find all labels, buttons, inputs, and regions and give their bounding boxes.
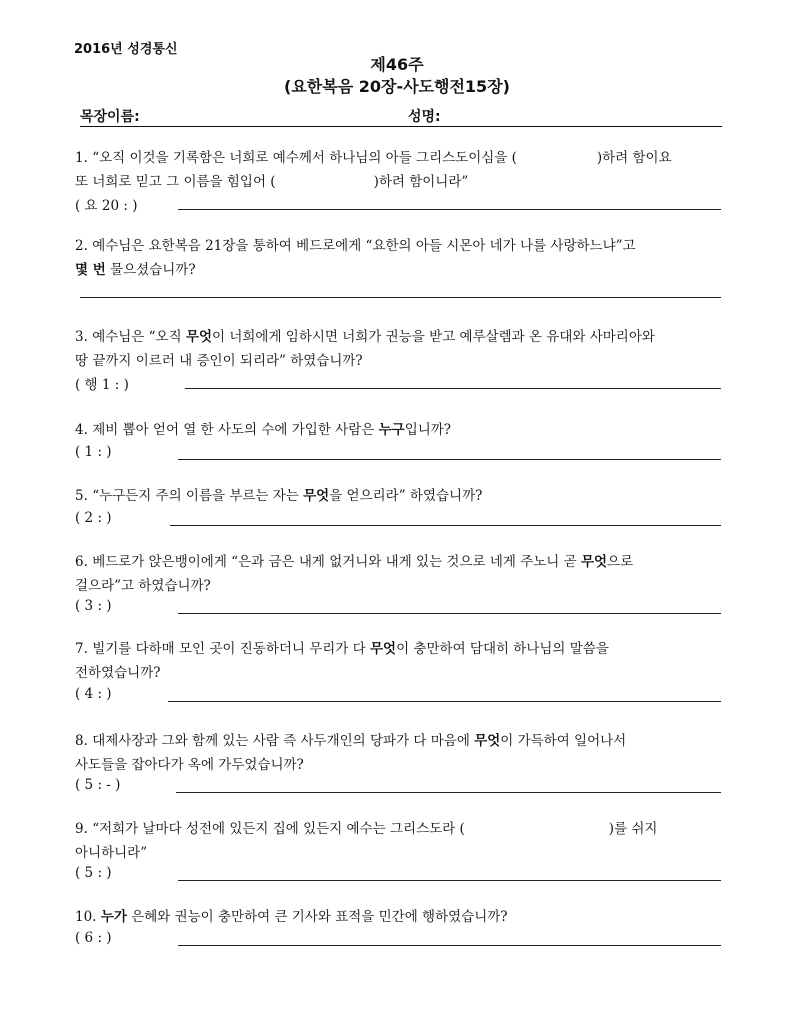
question-3 xyxy=(75,325,725,373)
question-text: 물으셨습니까? xyxy=(105,262,196,278)
answer-ref-10: ( 6 : ) xyxy=(75,930,112,946)
question-9 xyxy=(75,817,725,865)
question-text: 제비 뽑아 얻어 열 한 사도의 수에 가입한 사람은 xyxy=(92,422,379,438)
question-keyword: 무엇 xyxy=(474,733,501,749)
question-text: 이 충만하여 담대히 하나님의 말씀을 xyxy=(396,641,609,657)
question-number: 9. xyxy=(75,821,88,837)
question-number: 7. xyxy=(75,641,88,657)
question-text: )하려 함이요 xyxy=(596,150,672,166)
answer-line-7[interactable] xyxy=(168,701,721,702)
page-subtitle: (요한복음 20장-사도행전15장) xyxy=(284,77,510,96)
answer-ref-1: ( 요 20 : ) xyxy=(75,198,138,214)
question-text: 은혜와 권능이 충만하여 큰 기사와 표적을 민간에 행하였습니까? xyxy=(126,909,508,925)
question-4 xyxy=(75,418,725,442)
question-text: 을 얻으리라” 하였습니까? xyxy=(329,488,483,504)
question-text: 빌기를 다하매 모인 곳이 진동하더니 무리가 다 xyxy=(92,641,371,657)
question-keyword: 누가 xyxy=(100,909,127,925)
question-text: 대제사장과 그와 함께 있는 사람 즉 사두개인의 당파가 다 마음에 xyxy=(92,733,475,749)
answer-line-8[interactable] xyxy=(176,792,721,793)
answer-line-9[interactable] xyxy=(178,880,721,881)
question-number: 5. xyxy=(75,488,88,504)
name-label: 성명: xyxy=(408,109,441,125)
question-text: 으로 xyxy=(607,554,634,570)
question-10 xyxy=(75,905,725,929)
answer-line-2[interactable] xyxy=(80,297,721,298)
answer-line-10[interactable] xyxy=(178,945,721,946)
question-2 xyxy=(75,234,725,282)
question-8 xyxy=(75,729,725,777)
question-text: 이 가득하여 일어나서 xyxy=(500,733,627,749)
question-keyword: 몇 번 xyxy=(75,262,106,278)
question-text: 전하였습니까? xyxy=(75,665,161,681)
question-text: 걸으라”고 하였습니까? xyxy=(75,578,211,594)
question-6 xyxy=(75,550,725,598)
answer-ref-9: ( 5 : ) xyxy=(75,865,112,881)
answer-ref-4: ( 1 : ) xyxy=(75,444,112,460)
answer-line-1[interactable] xyxy=(178,209,721,210)
question-text: 입니까? xyxy=(404,422,452,438)
question-text: )를 쉬지 xyxy=(608,821,658,837)
question-keyword: 무엇 xyxy=(303,488,330,504)
question-text: “저희가 날마다 성전에 있든지 집에 있든지 예수는 그리스도라 ( xyxy=(92,821,465,837)
corner-label: 2016년 성경통신 xyxy=(74,42,178,57)
name-fields-row xyxy=(80,106,722,127)
answer-ref-8: ( 5 : - ) xyxy=(75,777,121,793)
question-text: “누구든지 주의 이름을 부르는 자는 xyxy=(92,488,304,504)
question-number: 8. xyxy=(75,733,88,749)
page-title: 제46주 xyxy=(370,55,424,74)
question-7 xyxy=(75,637,725,685)
question-text: 이 너희에게 임하시면 너희가 권능을 받고 예루살렘과 온 유대와 사마리아와 xyxy=(212,329,655,345)
question-keyword: 무엇 xyxy=(370,641,397,657)
question-number: 3. xyxy=(75,329,88,345)
question-number: 4. xyxy=(75,422,88,438)
question-text: “오직 이것을 기록함은 너희로 예수께서 하나님의 아들 그리스도이심을 ( xyxy=(92,150,517,166)
answer-ref-3: ( 행 1 : ) xyxy=(75,377,129,393)
question-keyword: 무엇 xyxy=(580,554,608,570)
leader-label: 목장이름: xyxy=(80,109,140,125)
question-text: 예수님은 “오직 xyxy=(92,329,186,345)
answer-ref-5: ( 2 : ) xyxy=(75,510,112,526)
answer-line-6[interactable] xyxy=(178,613,721,614)
question-text: 사도들을 잡아다가 옥에 가두었습니까? xyxy=(75,757,304,773)
question-5 xyxy=(75,484,725,508)
question-text: 아니하니라” xyxy=(75,845,148,861)
question-number: 2. xyxy=(75,238,88,254)
question-text: 베드로가 앉은뱅이에게 “은과 금은 내게 없거니와 내게 있는 것으로 네게 주노니 곧 xyxy=(92,554,581,570)
answer-ref-6: ( 3 : ) xyxy=(75,598,112,614)
answer-line-3[interactable] xyxy=(185,388,721,389)
answer-ref-7: ( 4 : ) xyxy=(75,686,112,702)
question-keyword: 무엇 xyxy=(185,329,213,345)
question-text: 예수님은 요한복음 21장을 통하여 베드로에게 “요한의 아들 시몬아 네가 나를 사랑하느냐”고 xyxy=(92,238,636,254)
question-number: 1. xyxy=(75,150,88,166)
question-number: 10. xyxy=(75,909,97,925)
question-text: 땅 끝까지 이르러 내 증인이 되리라” 하였습니까? xyxy=(75,353,363,369)
question-keyword: 누구 xyxy=(378,422,405,438)
answer-line-4[interactable] xyxy=(178,459,721,460)
question-number: 6. xyxy=(75,554,88,570)
question-1 xyxy=(75,146,725,194)
question-text: )하려 함이니라” xyxy=(373,174,469,190)
answer-line-5[interactable] xyxy=(170,525,721,526)
question-text: 또 너희로 믿고 그 이름을 힘입어 ( xyxy=(75,174,276,190)
